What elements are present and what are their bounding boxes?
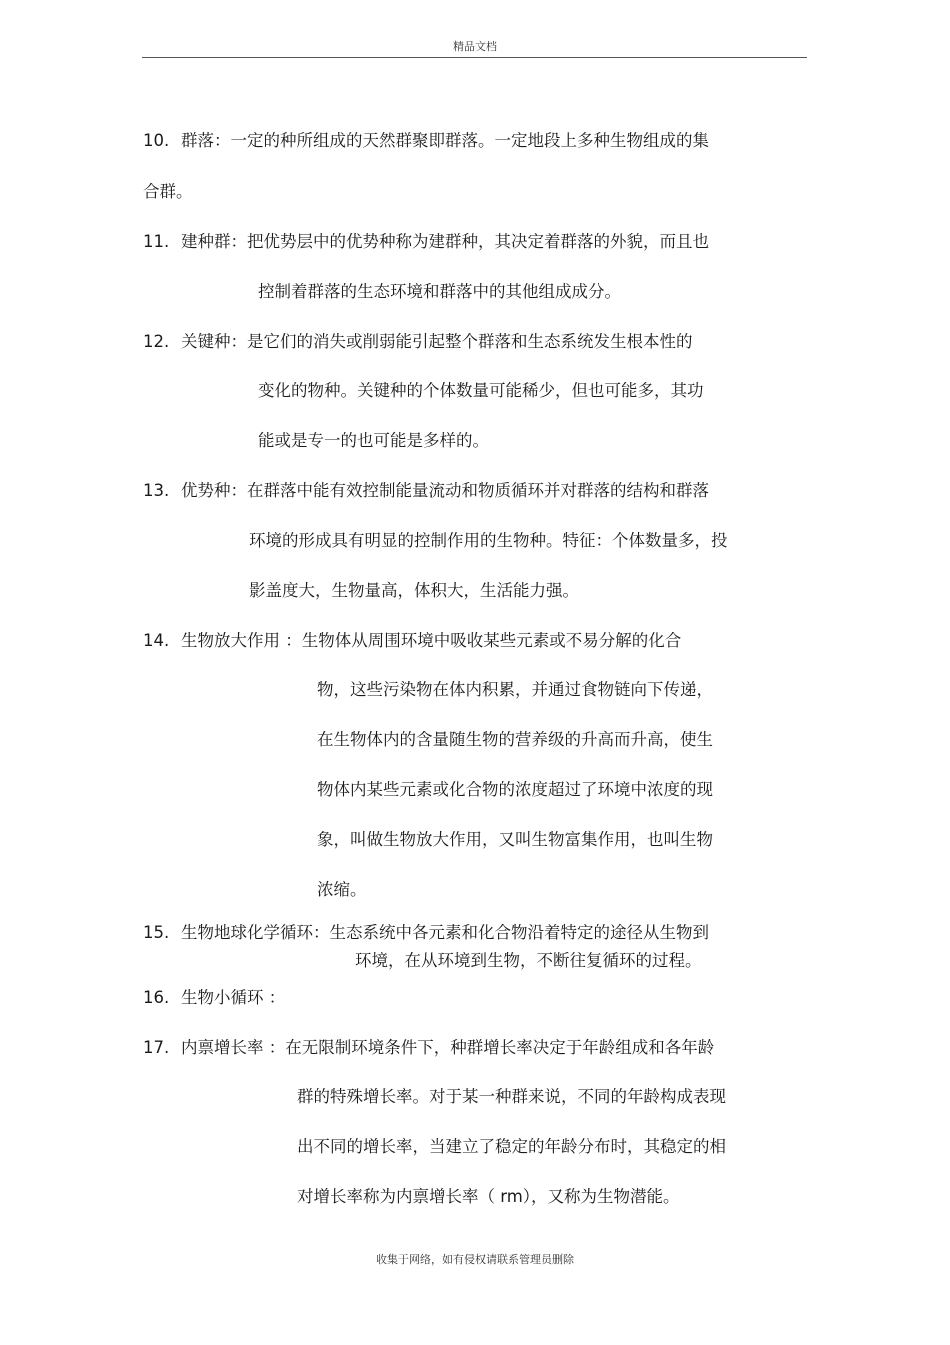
page-footer: 收集于网络，如有侵权请联系管理员删除 [376,1253,574,1266]
entry-14-line-1: 生物放大作用 ：生物体从周围环境中吸收某些元素或不易分解的化合 [181,631,682,650]
entry-17-line-1: 内禀增长率 ：在无限制环境条件下，种群增长率决定于年龄组成和各年龄 [181,1038,715,1057]
entry-17-number: 17. [143,1038,170,1057]
entry-13-line-2: 环境的形成具有明显的控制作用的生物种。特征：个体数量多，投 [249,531,728,550]
entry-12-line-1: 关键种：是它们的消失或削弱能引起整个群落和生态系统发生根本性的 [181,332,693,351]
entry-12-number: 12. [143,332,170,351]
entry-14-line-4: 物体内某些元素或化合物的浓度超过了环境中浓度的现 [317,780,713,799]
entry-12-line-3: 能或是专一的也可能是多样的。 [258,431,489,450]
entry-15-line-1: 生物地球化学循环：生态系统中各元素和化合物沿着特定的途径从生物到 [181,923,709,942]
entry-11-line-1: 建种群：把优势层中的优势种称为建群种，其决定着群落的外貌，而且也 [181,232,709,251]
entry-17-line-3: 出不同的增长率，当建立了稳定的年龄分布时，其稳定的相 [297,1137,726,1156]
entry-16-line-1: 生物小循环 ： [181,988,286,1007]
entry-17-line-2: 群的特殊增长率。对于某一种群来说，不同的年龄构成表现 [297,1087,726,1106]
entry-16-number: 16. [143,988,170,1007]
entry-11-line-2: 控制着群落的生态环境和群落中的其他组成成分。 [258,282,621,301]
entry-13-line-3: 影盖度大，生物量高，体积大，生活能力强。 [249,581,579,600]
entry-13-number: 13. [143,481,170,500]
entry-14-line-6: 浓缩。 [317,880,367,899]
entry-14-number: 14. [143,631,170,650]
entry-15-line-2: 环境，在从环境到生物，不断往复循环的过程。 [355,951,702,970]
entry-13-line-1: 优势种：在群落中能有效控制能量流动和物质循环并对群落的结构和群落 [181,481,709,500]
entry-15-number: 15. [143,923,170,942]
entry-12-line-2: 变化的物种。关键种的个体数量可能稀少，但也可能多，其功 [258,381,704,400]
entry-14-line-3: 在生物体内的含量随生物的营养级的升高而升高，使生 [317,730,713,749]
page-header: 精品文档 [453,40,497,53]
entry-10-line-2: 合群。 [143,182,193,201]
entry-17-line-4: 对增长率称为内禀增长率（ rm），又称为生物潜能。 [297,1187,680,1206]
header-divider [142,57,807,58]
entry-14-line-5: 象，叫做生物放大作用，又叫生物富集作用，也叫生物 [317,830,713,849]
entry-14-line-2: 物，这些污染物在体内积累，并通过食物链向下传递， [317,680,713,699]
entry-10-line-1: 群落：一定的种所组成的天然群聚即群落。一定地段上多种生物组成的集 [181,131,709,150]
entry-10-number: 10. [143,131,170,150]
entry-11-number: 11. [143,232,170,251]
